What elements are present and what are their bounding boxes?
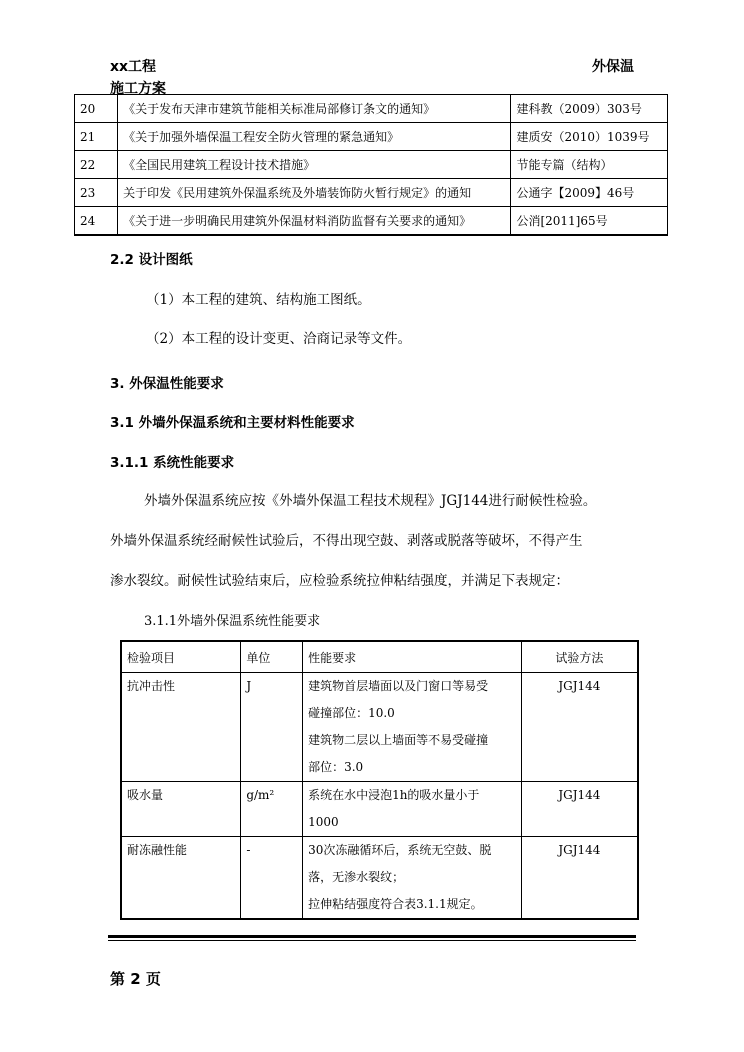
test-method: JGJ144 <box>521 673 638 782</box>
column-header: 试验方法 <box>521 641 638 673</box>
header-project-name: xx工程 <box>110 59 157 75</box>
document-title: 《关于加强外墙保温工程安全防火管理的紧急通知》 <box>118 123 511 151</box>
requirement: 系统在水中浸泡1h的吸水量小于 1000 <box>303 782 522 837</box>
row-number: 20 <box>75 95 118 123</box>
table-row <box>121 782 638 837</box>
unit: g/m² <box>241 782 303 837</box>
table-header-row <box>121 641 638 673</box>
column-header: 检验项目 <box>121 641 241 673</box>
test-method: JGJ144 <box>521 837 638 920</box>
footer-divider <box>108 935 636 938</box>
column-header: 性能要求 <box>303 641 522 673</box>
document-code: 节能专篇（结构） <box>511 151 668 179</box>
test-item: 抗冲击性 <box>121 673 241 782</box>
list-item: （1）本工程的建筑、结构施工图纸。 <box>146 292 371 308</box>
table-row <box>121 837 638 920</box>
row-number: 21 <box>75 123 118 151</box>
requirement: 建筑物首层墙面以及门窗口等易受 碰撞部位：10.0 建筑物二层以上墙面等不易受碰撞 部位：3.0 <box>303 673 522 782</box>
document-code: 公通字【2009】46号 <box>511 179 668 207</box>
column-header: 单位 <box>241 641 303 673</box>
section-heading-3-1-1: 3.1.1 系统性能要求 <box>110 455 235 471</box>
document-code: 建质安（2010）1039号 <box>511 123 668 151</box>
row-number: 24 <box>75 207 118 236</box>
unit: J <box>241 673 303 782</box>
document-title: 《关于进一步明确民用建筑外保温材料消防监督有关要求的通知》 <box>118 207 511 236</box>
row-number: 23 <box>75 179 118 207</box>
section-heading-3-1: 3.1 外墙外保温系统和主要材料性能要求 <box>110 415 355 431</box>
page-number: 第 2 页 <box>110 970 161 988</box>
table-row <box>75 179 668 207</box>
requirement: 30次冻融循环后，系统无空鼓、脱 落，无渗水裂纹； 拉伸粘结强度符合表3.1.1规定。 <box>303 837 522 920</box>
system-performance-table <box>120 640 639 920</box>
table-row <box>75 151 668 179</box>
footer-divider-thin <box>108 940 636 941</box>
document-code: 建科教（2009）303号 <box>511 95 668 123</box>
header-subtitle: 施工方案 <box>110 81 166 97</box>
section-heading-3: 3. 外保温性能要求 <box>110 376 224 392</box>
table-row <box>75 207 668 236</box>
table-row <box>75 123 668 151</box>
paragraph-line: 外墙外保温系统应按《外墙外保温工程技术规程》JGJ144进行耐候性检验。 <box>144 493 597 509</box>
document-title: 关于印发《民用建筑外保温系统及外墙装饰防火暂行规定》的通知 <box>118 179 511 207</box>
table-row <box>75 95 668 123</box>
section-heading-2-2: 2.2 设计图纸 <box>110 252 193 268</box>
table-caption: 3.1.1外墙外保温系统性能要求 <box>144 614 321 629</box>
row-number: 22 <box>75 151 118 179</box>
test-item: 耐冻融性能 <box>121 837 241 920</box>
document-code: 公消[2011]65号 <box>511 207 668 236</box>
table-row <box>121 673 638 782</box>
test-item: 吸水量 <box>121 782 241 837</box>
paragraph-line: 外墙外保温系统经耐候性试验后，不得出现空鼓、剥落或脱落等破坏，不得产生 <box>110 533 583 549</box>
paragraph-line: 渗水裂纹。耐候性试验结束后，应检验系统拉伸粘结强度，并满足下表规定： <box>110 573 569 589</box>
reference-standards-table <box>74 94 668 236</box>
document-title: 《全国民用建筑工程设计技术措施》 <box>118 151 511 179</box>
document-title: 《关于发布天津市建筑节能相关标准局部修订条文的通知》 <box>118 95 511 123</box>
header-topic: 外保温 <box>592 59 634 75</box>
list-item: （2）本工程的设计变更、洽商记录等文件。 <box>146 331 412 347</box>
unit: - <box>241 837 303 920</box>
test-method: JGJ144 <box>521 782 638 837</box>
